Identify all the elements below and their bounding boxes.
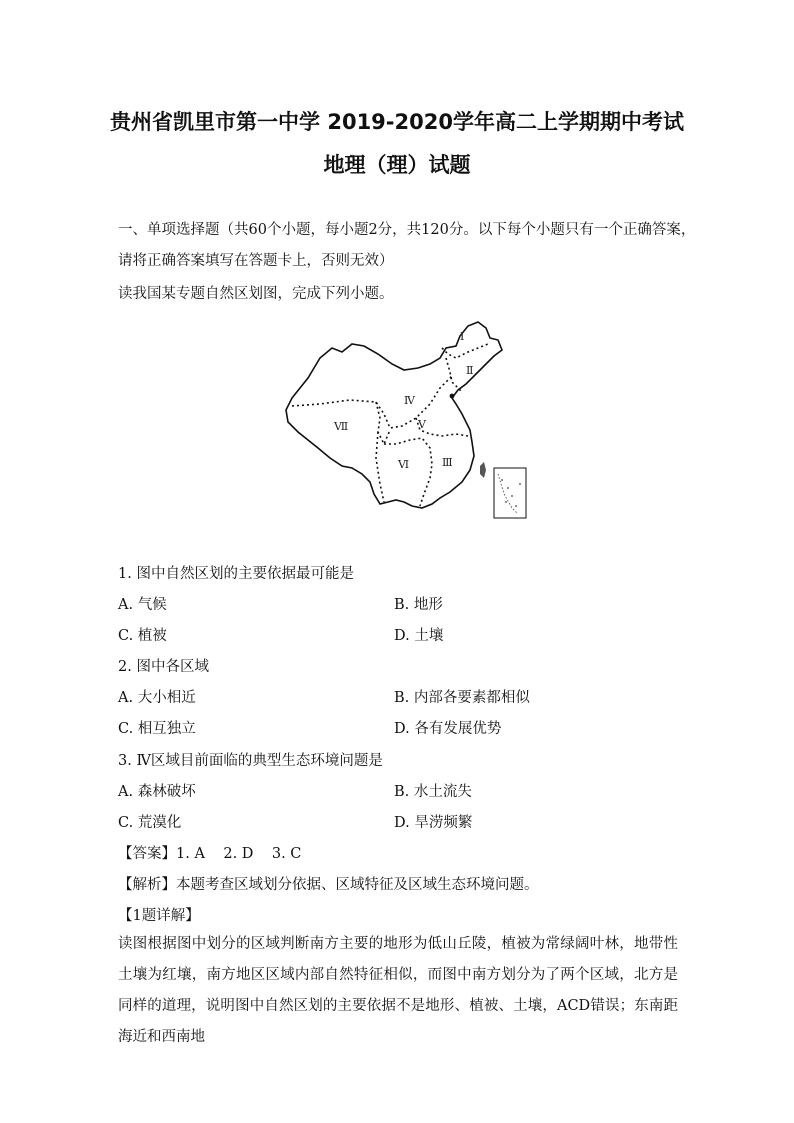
detail-paragraph: 读图根据图中划分的区域判断南方主要的地形为低山丘陵，植被为常绿阔叶林，地带性土壤为红壤，南方地区区域内部自然特征相似，而图中南方划分为了两个区域，北方是同样的道理，说明图中自然区划的主要依据不是地形、植被、土壤，ACD错误；东南距海近和西南地: [118, 936, 678, 1045]
capital-dot: [450, 394, 455, 399]
question-2-option-d: D. 各有发展优势: [394, 721, 502, 737]
question-3-stem: 3. Ⅳ区域目前面临的典型生态环境问题是: [118, 753, 383, 769]
detail-header: 【1题详解】: [118, 908, 200, 924]
question-1-option-c: C. 植被: [118, 628, 167, 644]
south-sea-inset: [494, 468, 526, 518]
country-outline: [286, 322, 502, 508]
section-header-line-2: 请将正确答案填写在答题卡上，否则无效）: [118, 253, 394, 269]
analysis-line: 【解析】本题考查区域划分依据、区域特征及区域生态环境问题。: [118, 877, 539, 893]
question-1-option-a: A. 气候: [118, 597, 167, 613]
question-3-option-a: A. 森林破坏: [118, 784, 196, 800]
section-header-line-1: 一、单项选择题（共60个小题，每小题2分，共120分。以下每个小题只有一个正确答案，: [118, 222, 696, 238]
boundary-northwest: [292, 376, 452, 428]
map-label-2: Ⅱ: [466, 364, 474, 377]
question-2-option-c: C. 相互独立: [118, 721, 196, 737]
question-3-option-c: C. 荒漠化: [118, 815, 182, 831]
map-label-7: Ⅶ: [334, 420, 349, 433]
question-2-option-b: B. 内部各要素都相似: [394, 690, 530, 706]
question-2-option-a: A. 大小相近: [118, 690, 196, 706]
answer-line: 【答案】1. A 2. D 3. C: [118, 846, 302, 862]
title-line-2: 地理（理）试题: [323, 153, 471, 177]
china-natural-region-map: [280, 318, 530, 520]
question-1-option-b: B. 地形: [394, 597, 443, 613]
boundary-south: [384, 438, 432, 506]
map-label-6: Ⅵ: [398, 458, 410, 471]
question-3-option-d: D. 旱涝频繁: [394, 815, 473, 831]
boundary-northeast: [442, 344, 488, 358]
map-label-5: Ⅴ: [418, 418, 426, 431]
boundary-ne-south: [446, 358, 462, 392]
instruction: 读我国某专题自然区划图，完成下列小题。: [118, 286, 394, 302]
map-label-3: Ⅲ: [442, 456, 453, 469]
map-label-4: Ⅳ: [404, 394, 415, 407]
boundary-southwest: [376, 432, 384, 502]
title-line-1: 贵州省凯里市第一中学 2019-2020学年高二上学期期中考试: [110, 110, 684, 134]
map-label-1: Ⅰ: [460, 330, 465, 343]
inset-border: [498, 474, 518, 514]
question-2-stem: 2. 图中各区域: [118, 659, 209, 675]
question-1-option-d: D. 土壤: [394, 628, 444, 644]
question-3-option-b: B. 水土流失: [394, 784, 472, 800]
question-1-stem: 1. 图中自然区划的主要依据最可能是: [118, 566, 354, 582]
taiwan-island: [480, 462, 486, 478]
inset-islands: [501, 479, 521, 507]
